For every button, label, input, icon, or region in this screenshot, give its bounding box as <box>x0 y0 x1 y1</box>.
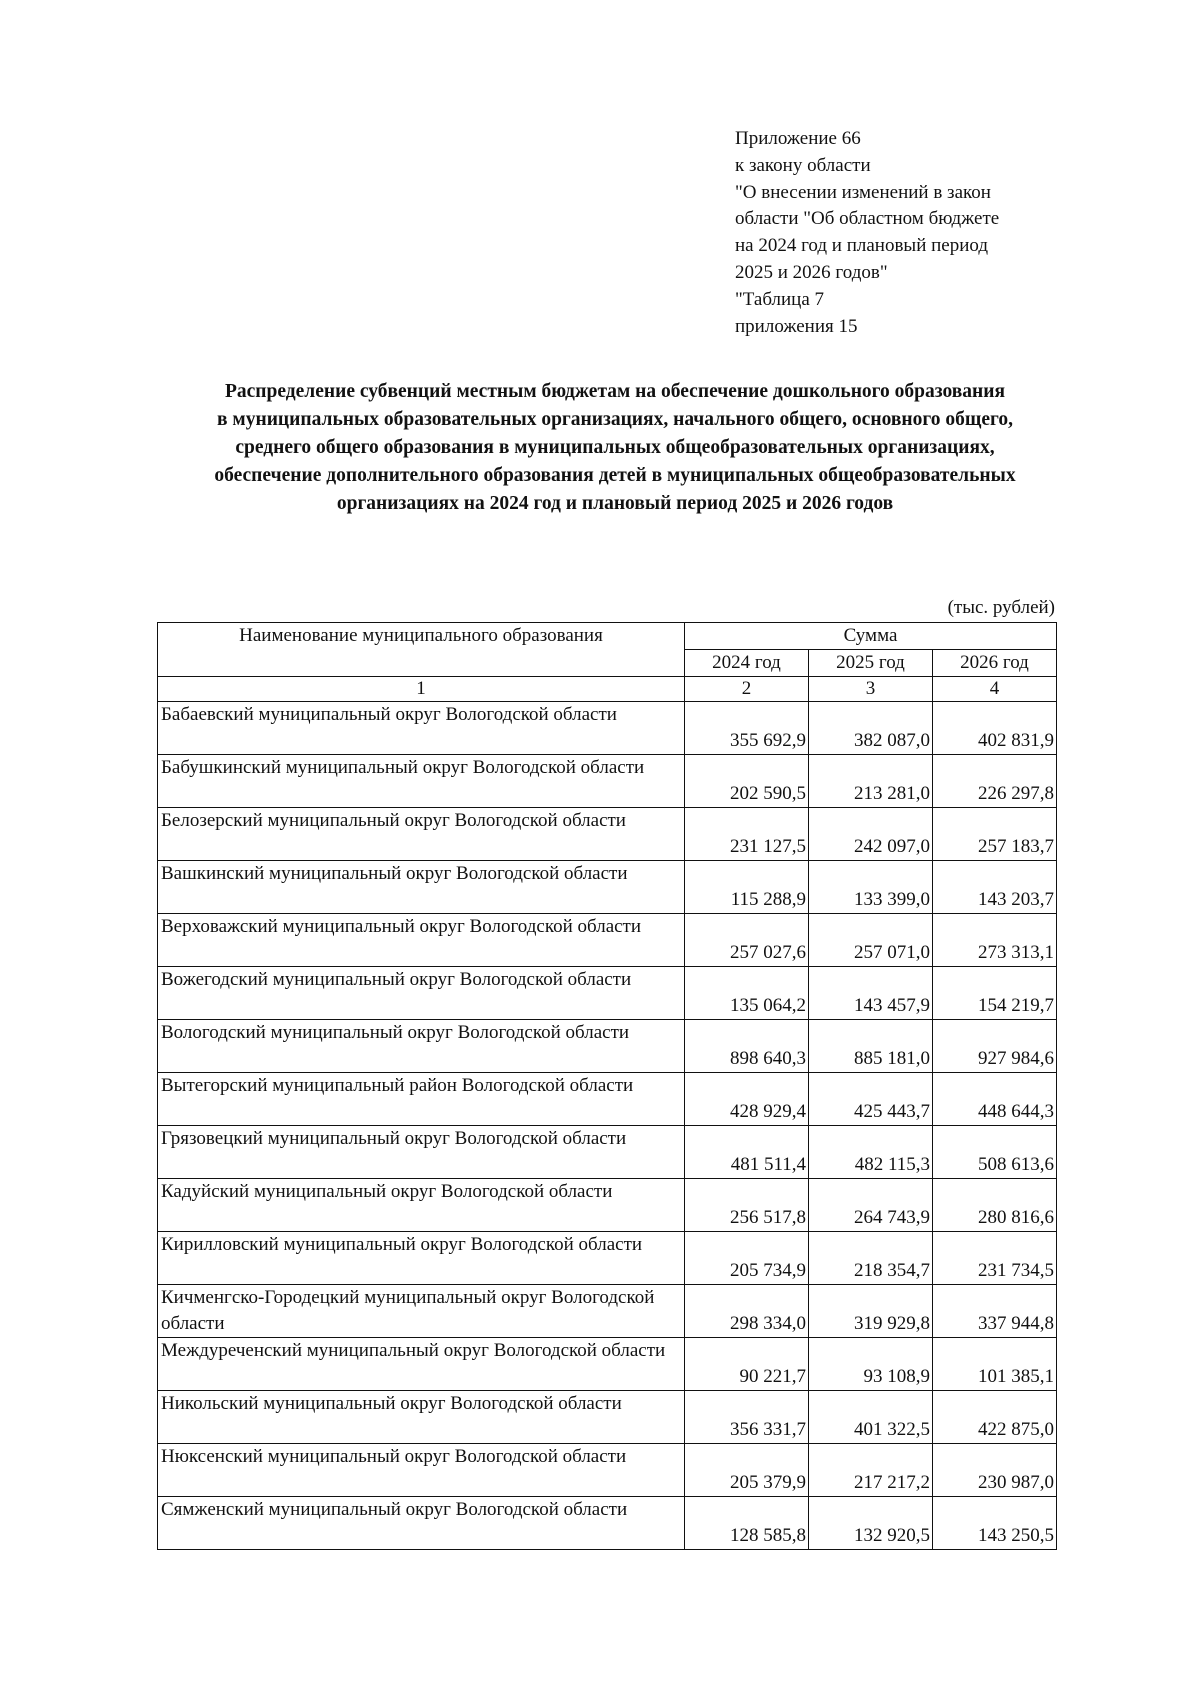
table-row <box>158 1444 1057 1497</box>
amount-2025: 482 115,3 <box>809 1126 933 1179</box>
amount-2024: 135 064,2 <box>685 967 809 1020</box>
table-row <box>158 808 1057 861</box>
table-row <box>158 1232 1057 1285</box>
amount-2025: 213 281,0 <box>809 755 933 808</box>
table-row <box>158 1179 1057 1232</box>
municipality-name: Белозерский муниципальный округ Вологодской области <box>158 808 685 861</box>
column-index: 2 <box>685 677 809 702</box>
table-row <box>158 1391 1057 1444</box>
amount-2026: 230 987,0 <box>933 1444 1057 1497</box>
amount-2024: 128 585,8 <box>685 1497 809 1550</box>
amount-2026: 143 250,5 <box>933 1497 1057 1550</box>
amount-2024: 90 221,7 <box>685 1338 809 1391</box>
amount-2026: 101 385,1 <box>933 1338 1057 1391</box>
amount-2026: 231 734,5 <box>933 1232 1057 1285</box>
amount-2024: 898 640,3 <box>685 1020 809 1073</box>
header-year-2024: 2024 год <box>685 650 809 677</box>
amount-2024: 298 334,0 <box>685 1285 809 1338</box>
amount-2025: 257 071,0 <box>809 914 933 967</box>
municipality-name: Кирилловский муниципальный округ Вологодской области <box>158 1232 685 1285</box>
municipality-name: Никольский муниципальный округ Вологодской области <box>158 1391 685 1444</box>
amount-2024: 256 517,8 <box>685 1179 809 1232</box>
amount-2025: 885 181,0 <box>809 1020 933 1073</box>
municipality-name: Грязовецкий муниципальный округ Вологодской области <box>158 1126 685 1179</box>
table-row <box>158 1073 1057 1126</box>
municipality-name: Междуреченский муниципальный округ Вологодской области <box>158 1338 685 1391</box>
document-title: Распределение субвенций местным бюджетам на обеспечение дошкольного образования в муниципальных образовательных организациях, начального общего, основного общего, среднего общего образования в муниципальных общеобразовательных организациях, обеспечение дополнительного образования детей в муниципальных общеобразовательных организациях на 2024 год и плановый период 2025 и 2026 годов <box>214 381 1016 514</box>
table-row <box>158 1497 1057 1550</box>
amount-2024: 428 929,4 <box>685 1073 809 1126</box>
municipality-name: Кадуйский муниципальный округ Вологодской области <box>158 1179 685 1232</box>
amount-2024: 205 734,9 <box>685 1232 809 1285</box>
amount-2025: 401 322,5 <box>809 1391 933 1444</box>
municipality-name: Вожегодский муниципальный округ Вологодской области <box>158 967 685 1020</box>
appendix-header: Приложение 66 к закону области "О внесении изменений в закон области "Об областном бюджете на 2024 год и плановый период 2025 и 2026 годов" "Таблица 7 приложения 15 <box>735 128 1000 337</box>
amount-2025: 319 929,8 <box>809 1285 933 1338</box>
municipality-name: Бабаевский муниципальный округ Вологодской области <box>158 702 685 755</box>
table-row <box>158 755 1057 808</box>
municipality-name: Бабушкинский муниципальный округ Вологодской области <box>158 755 685 808</box>
amount-2025: 242 097,0 <box>809 808 933 861</box>
table-row <box>158 702 1057 755</box>
amount-2024: 115 288,9 <box>685 861 809 914</box>
amount-2025: 132 920,5 <box>809 1497 933 1550</box>
amount-2024: 231 127,5 <box>685 808 809 861</box>
amount-2026: 402 831,9 <box>933 702 1057 755</box>
table-row <box>158 1126 1057 1179</box>
municipality-name: Сямженский муниципальный округ Вологодской области <box>158 1497 685 1550</box>
amount-2024: 205 379,9 <box>685 1444 809 1497</box>
municipality-name: Верховажский муниципальный округ Вологодской области <box>158 914 685 967</box>
amount-2025: 217 217,2 <box>809 1444 933 1497</box>
municipality-name: Вологодский муниципальный округ Вологодской области <box>158 1020 685 1073</box>
amount-2024: 257 027,6 <box>685 914 809 967</box>
amount-2026: 154 219,7 <box>933 967 1057 1020</box>
header-sum: Сумма <box>685 623 1057 650</box>
amount-2026: 927 984,6 <box>933 1020 1057 1073</box>
amount-2024: 481 511,4 <box>685 1126 809 1179</box>
amount-2025: 133 399,0 <box>809 861 933 914</box>
amount-2026: 422 875,0 <box>933 1391 1057 1444</box>
amount-2025: 218 354,7 <box>809 1232 933 1285</box>
amount-2026: 226 297,8 <box>933 755 1057 808</box>
amount-2026: 257 183,7 <box>933 808 1057 861</box>
table-row <box>158 861 1057 914</box>
amount-2025: 382 087,0 <box>809 702 933 755</box>
units-label: (тыс. рублей) <box>947 597 1055 618</box>
amount-2025: 93 108,9 <box>809 1338 933 1391</box>
amount-2025: 425 443,7 <box>809 1073 933 1126</box>
header-municipality: Наименование муниципального образования <box>158 623 685 677</box>
amount-2026: 273 313,1 <box>933 914 1057 967</box>
amount-2025: 143 457,9 <box>809 967 933 1020</box>
column-index: 3 <box>809 677 933 702</box>
amount-2024: 202 590,5 <box>685 755 809 808</box>
table-row <box>158 1020 1057 1073</box>
table-row <box>158 914 1057 967</box>
column-index: 1 <box>158 677 685 702</box>
amount-2026: 280 816,6 <box>933 1179 1057 1232</box>
header-year-2025: 2025 год <box>809 650 933 677</box>
amount-2025: 264 743,9 <box>809 1179 933 1232</box>
amount-2026: 337 944,8 <box>933 1285 1057 1338</box>
amount-2024: 355 692,9 <box>685 702 809 755</box>
municipality-name: Кичменгско-Городецкий муниципальный округ Вологодской области <box>158 1285 685 1338</box>
municipality-name: Вытегорский муниципальный район Вологодской области <box>158 1073 685 1126</box>
municipality-name: Нюксенский муниципальный округ Вологодской области <box>158 1444 685 1497</box>
header-year-2026: 2026 год <box>933 650 1057 677</box>
table-body <box>158 702 1057 1550</box>
municipality-name: Вашкинский муниципальный округ Вологодской области <box>158 861 685 914</box>
subvention-table <box>157 622 1057 1550</box>
table-row <box>158 1285 1057 1338</box>
column-index: 4 <box>933 677 1057 702</box>
amount-2026: 143 203,7 <box>933 861 1057 914</box>
amount-2026: 508 613,6 <box>933 1126 1057 1179</box>
table-row <box>158 967 1057 1020</box>
amount-2024: 356 331,7 <box>685 1391 809 1444</box>
amount-2026: 448 644,3 <box>933 1073 1057 1126</box>
table-row <box>158 1338 1057 1391</box>
